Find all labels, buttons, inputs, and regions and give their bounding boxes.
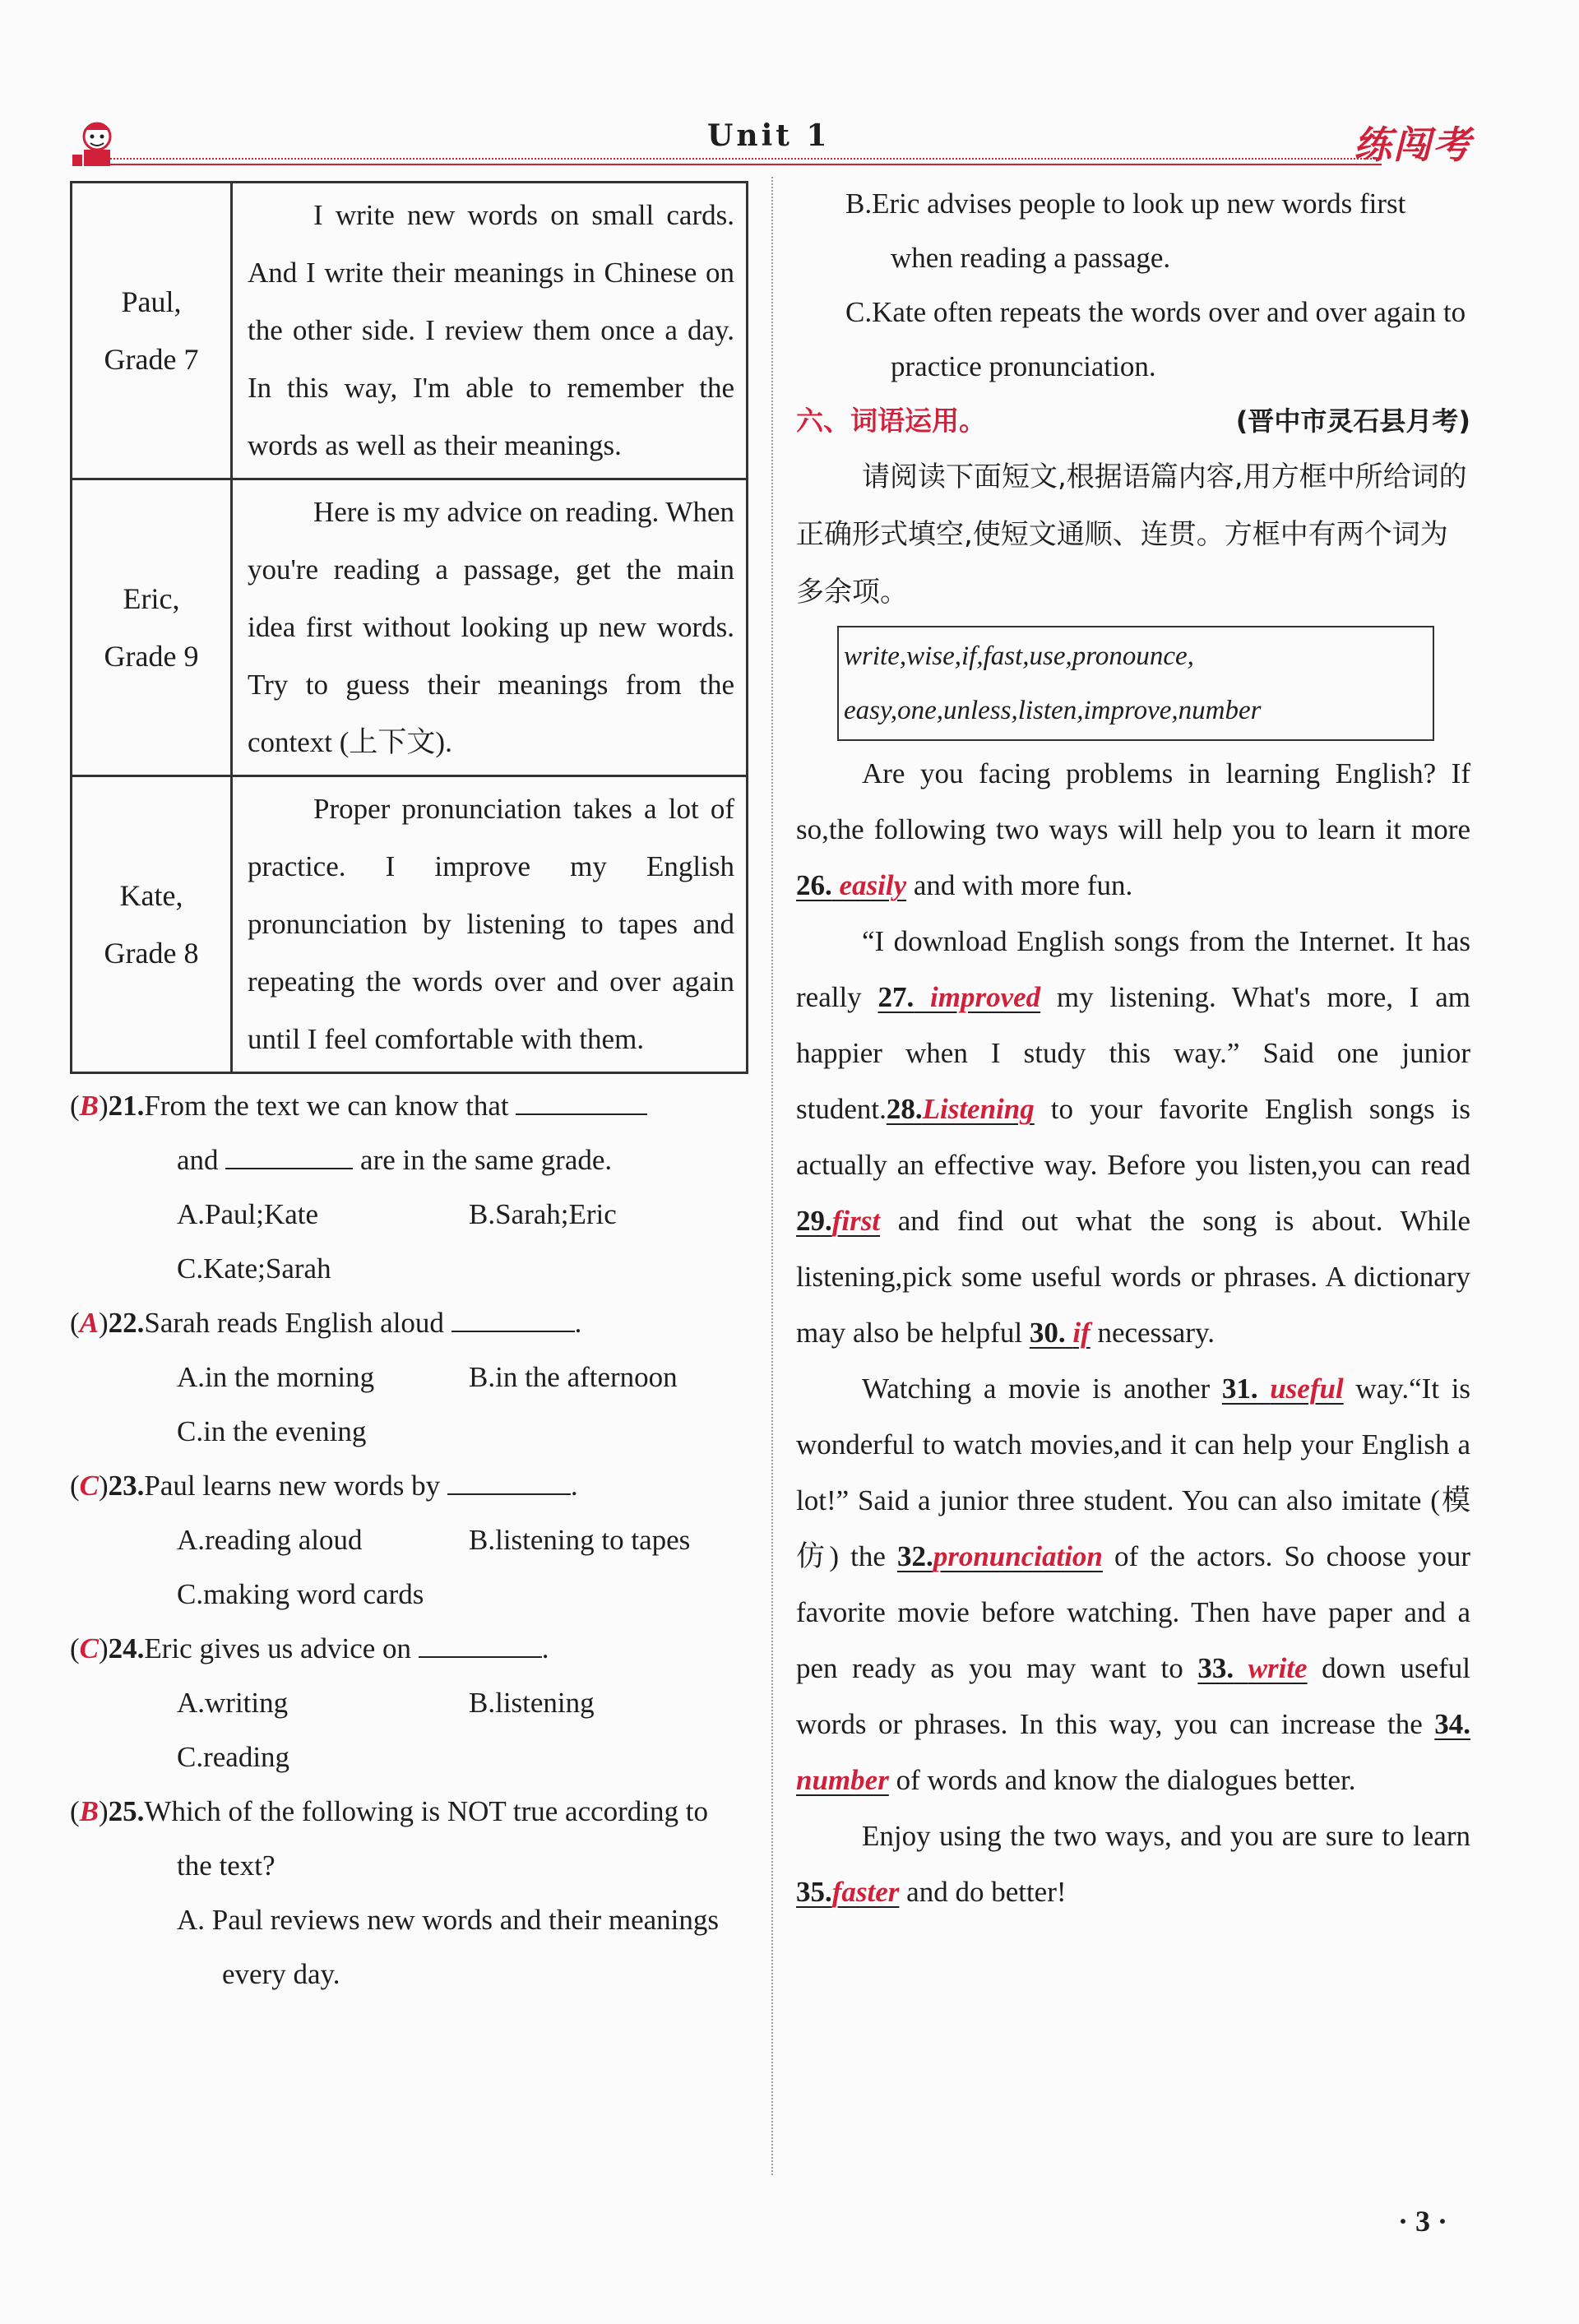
answer-30: 30. if bbox=[1029, 1317, 1090, 1349]
option-a: A.writing bbox=[177, 1687, 289, 1719]
answer-28: 28.Listening bbox=[886, 1093, 1035, 1125]
page-header bbox=[58, 115, 1472, 173]
answer-33: 33. write bbox=[1197, 1652, 1308, 1684]
option-b: B.in the afternoon bbox=[469, 1361, 678, 1393]
column-divider bbox=[771, 177, 773, 2175]
option-c: C.in the evening bbox=[177, 1415, 367, 1447]
question-number: 23. bbox=[108, 1470, 145, 1502]
passage-paragraph: Are you facing problems in learning English? If so,the following two ways will help you to learn it more 26. easily and with more fun. bbox=[796, 757, 1470, 901]
section-instruction: 请阅读下面短文,根据语篇内容,用方框中所给词的正确形式填空,使短文通顺、连贯。方框中有两个词为多余项。 bbox=[796, 461, 1467, 609]
left-column bbox=[70, 181, 748, 2002]
student-grade: Grade 7 bbox=[104, 343, 199, 376]
question-23: (C)23.Paul learns new words by . bbox=[70, 1470, 578, 1502]
options-row bbox=[70, 1676, 748, 1730]
student-text-cell bbox=[232, 479, 748, 776]
section-source: (晋中市灵石县月考) bbox=[1235, 405, 1470, 437]
option-b: B.listening to tapes bbox=[469, 1524, 691, 1556]
question-25: (B)25.Which of the following is NOT true according to the text? bbox=[70, 1795, 708, 1882]
header-rule bbox=[107, 158, 1382, 165]
passage-paragraph: Enjoy using the two ways, and you are sure to learn 35.faster and do better! bbox=[796, 1820, 1470, 1908]
word-box-line: write,wise,if,fast,use,pronounce, bbox=[844, 641, 1194, 671]
question-stem: Which of the following is NOT true according to the text? bbox=[144, 1795, 708, 1882]
table-row bbox=[72, 183, 748, 479]
question-number: 22. bbox=[108, 1307, 145, 1339]
student-text-cell bbox=[232, 183, 748, 479]
answer-mark: A bbox=[79, 1307, 100, 1339]
option-b: B.Eric advises people to look up new words first when reading a passage. bbox=[845, 187, 1406, 274]
passage-paragraph: “I download English songs from the Internet. It has really 27. improved my listening. What's more, I am happier when I study this way.” Said one junior student.28.Listening to your favorite English songs is actually an effective way. Before you listen,you can read 29.first and find out what the song is about. While listening,pick some useful words or phrases. A dictionary may also be helpful 30. if necessary. bbox=[796, 925, 1471, 1349]
student-grade: Grade 9 bbox=[104, 640, 199, 673]
page-number: · 3 · bbox=[1397, 2205, 1447, 2238]
unit-title: Unit 1 bbox=[707, 118, 831, 153]
option-c: C.reading bbox=[177, 1741, 290, 1773]
section-title: 六、词语运用。 (晋中市灵石县月考) bbox=[796, 394, 1470, 448]
option-b: B.listening bbox=[469, 1687, 595, 1719]
options-row bbox=[70, 1513, 748, 1567]
word-box-line: easy,one,unless,listen,improve,number bbox=[844, 696, 1262, 725]
answer-27: 27. improved bbox=[877, 981, 1041, 1013]
question-24: (C)24.Eric gives us advice on . bbox=[70, 1632, 549, 1664]
option-a: A.reading aloud bbox=[177, 1524, 363, 1556]
option-c: C.Kate;Sarah bbox=[177, 1252, 331, 1285]
option-a: A. Paul reviews new words and their meanings every day. bbox=[177, 1904, 720, 1990]
student-text: I write new words on small cards. And I write their meanings in Chinese on the other side. I review them once a day. In this way, I'm able to remember the words as well as their meanings. bbox=[248, 199, 734, 461]
student-text-cell bbox=[232, 776, 748, 1073]
answer-34: 34. number bbox=[796, 1708, 1470, 1796]
answer-29: 29.first bbox=[796, 1205, 881, 1237]
option-b: B.Sarah;Eric bbox=[469, 1198, 617, 1230]
question-stem: Paul learns new words by bbox=[144, 1470, 441, 1502]
table-row bbox=[72, 776, 748, 1073]
answer-mark: B bbox=[79, 1795, 100, 1827]
option-c: C.Kate often repeats the words over and over again to practice pronunciation. bbox=[845, 296, 1466, 382]
student-grade: Grade 8 bbox=[104, 937, 199, 970]
answer-35: 35.faster bbox=[796, 1876, 900, 1908]
option-a: A.in the morning bbox=[177, 1361, 375, 1393]
option-a: A.Paul;Kate bbox=[177, 1198, 319, 1230]
student-table bbox=[70, 181, 748, 1074]
student-name: Eric, bbox=[123, 582, 180, 615]
student-text: Proper pronunciation takes a lot of practice. I improve my English pronunciation by listening to tapes and repeating the words over and over again until I feel comfortable with them. bbox=[248, 793, 734, 1055]
question-21: (B)21.From the text we can know that bbox=[70, 1079, 748, 1133]
passage-paragraph: Watching a movie is another 31. useful way.“It is wonderful to watch movies,and it can help your English a lot!” Said a junior three student. You can also imitate (模仿) the 32.pronunciation of the actors. So choose your favorite movie before watching. Then have paper and a pen ready as you may want to 33. write down useful words or phrases. In this way, you can increase the 34. number of words and know the dialogues better. bbox=[796, 1373, 1471, 1796]
answer-26: 26. easily bbox=[796, 869, 907, 901]
brand-logo: 练闯考 bbox=[1354, 123, 1472, 167]
table-row bbox=[72, 479, 748, 776]
question-stem: Sarah reads English aloud bbox=[144, 1307, 444, 1339]
question-stem-cont: and are in the same grade. bbox=[177, 1144, 613, 1176]
right-column bbox=[796, 177, 1470, 1920]
student-name: Paul, bbox=[121, 285, 182, 318]
answer-32: 32.pronunciation bbox=[896, 1540, 1103, 1572]
question-stem: Eric gives us advice on bbox=[144, 1632, 412, 1664]
answer-31: 31. useful bbox=[1221, 1373, 1344, 1405]
question-22: (A)22.Sarah reads English aloud . bbox=[70, 1307, 582, 1339]
answer-mark: C bbox=[79, 1470, 100, 1502]
option-c: C.making word cards bbox=[177, 1578, 424, 1610]
student-name: Kate, bbox=[119, 879, 183, 912]
student-name-cell bbox=[72, 183, 232, 479]
question-number: 21. bbox=[108, 1090, 145, 1122]
student-name-cell bbox=[72, 479, 232, 776]
student-text: Here is my advice on reading. When you're reading a passage, get the main idea first without looking up new words. Try to guess their meanings from the context (上下文). bbox=[248, 496, 734, 758]
question-stem: From the text we can know that bbox=[144, 1090, 509, 1122]
options-row bbox=[70, 1350, 748, 1405]
answer-mark: C bbox=[79, 1632, 100, 1664]
question-number: 25. bbox=[108, 1795, 145, 1827]
options-row bbox=[70, 1187, 748, 1242]
question-number: 24. bbox=[108, 1632, 145, 1664]
student-name-cell bbox=[72, 776, 232, 1073]
word-box bbox=[837, 626, 1434, 741]
answer-mark: B bbox=[79, 1090, 100, 1122]
